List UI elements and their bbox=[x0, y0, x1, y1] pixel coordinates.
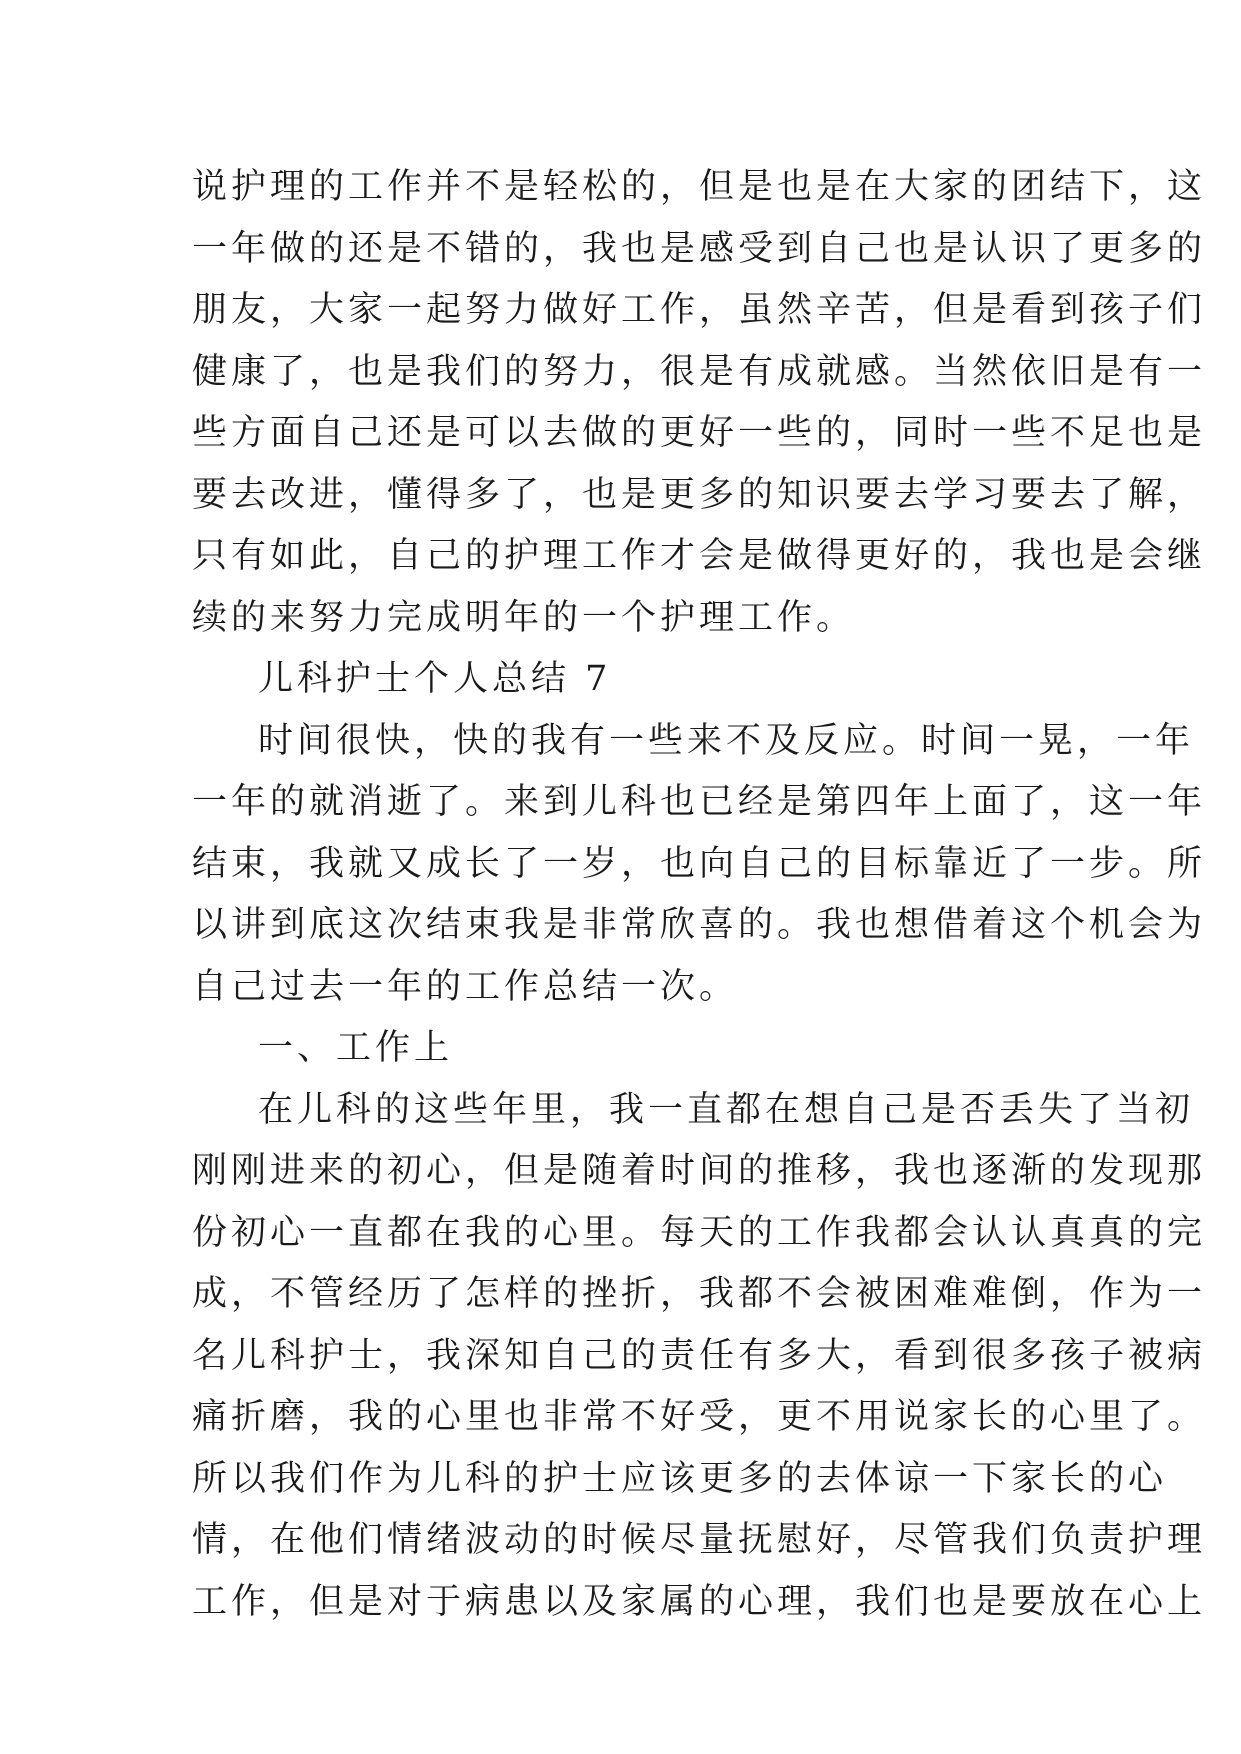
text-line: 成，不管经历了怎样的挫折，我都不会被困难难倒，作为一 bbox=[192, 1274, 1207, 1314]
text-line: 续的来努力完成明年的一个护理工作。 bbox=[192, 597, 856, 638]
text-line: 些方面自己还是可以去做的更好一些的，同时一些不足也是 bbox=[192, 413, 1207, 453]
text-line: 名儿科护士，我深知自己的责任有多大，看到很多孩子被病 bbox=[192, 1335, 1207, 1376]
section-heading: 儿科护士个人总结 7 bbox=[258, 659, 612, 699]
text-line: 刚刚进来的初心，但是随着时间的推移，我也逐渐的发现那 bbox=[192, 1151, 1207, 1191]
text-line: 一年做的还是不错的，我也是感受到自己也是认识了更多的 bbox=[192, 228, 1207, 269]
text-line: 所以我们作为儿科的护士应该更多的去体谅一下家长的心 bbox=[192, 1458, 1168, 1499]
subsection-heading: 一、工作上 bbox=[258, 1028, 454, 1068]
document-body bbox=[192, 157, 1207, 1633]
text-line: 朋友，大家一起努力做好工作，虽然辛苦，但是看到孩子们 bbox=[192, 290, 1207, 330]
text-line: 结束，我就又成长了一岁，也向自己的目标靠近了一步。所 bbox=[192, 843, 1207, 884]
text-line: 只有如此，自己的护理工作才会是做得更好的，我也是会继 bbox=[192, 536, 1207, 576]
text-line: 以讲到底这次结束我是非常欣喜的。我也想借着这个机会为 bbox=[192, 905, 1207, 945]
text-line: 健康了，也是我们的努力，很是有成就感。当然依旧是有一 bbox=[192, 351, 1207, 392]
text-line: 说护理的工作并不是轻松的，但是也是在大家的团结下，这 bbox=[192, 167, 1207, 207]
text-line: 自己过去一年的工作总结一次。 bbox=[192, 966, 739, 1007]
text-line: 份初心一直都在我的心里。每天的工作我都会认认真真的完 bbox=[192, 1212, 1207, 1253]
text-line: 要去改进，懂得多了，也是更多的知识要去学习要去了解， bbox=[192, 474, 1207, 515]
text-line: 痛折磨，我的心里也非常不好受，更不用说家长的心里了。 bbox=[192, 1397, 1207, 1437]
text-line: 情，在他们情绪波动的时候尽量抚慰好，尽管我们负责护理 bbox=[192, 1520, 1207, 1560]
text-line: 在儿科的这些年里，我一直都在想自己是否丢失了当初 bbox=[258, 1089, 1195, 1130]
text-line: 工作，但是对于病患以及家属的心理，我们也是要放在心上 bbox=[192, 1581, 1207, 1622]
text-line: 一年的就消逝了。来到儿科也已经是第四年上面了，这一年 bbox=[192, 782, 1207, 822]
text-line: 时间很快，快的我有一些来不及反应。时间一晃，一年 bbox=[258, 720, 1195, 761]
